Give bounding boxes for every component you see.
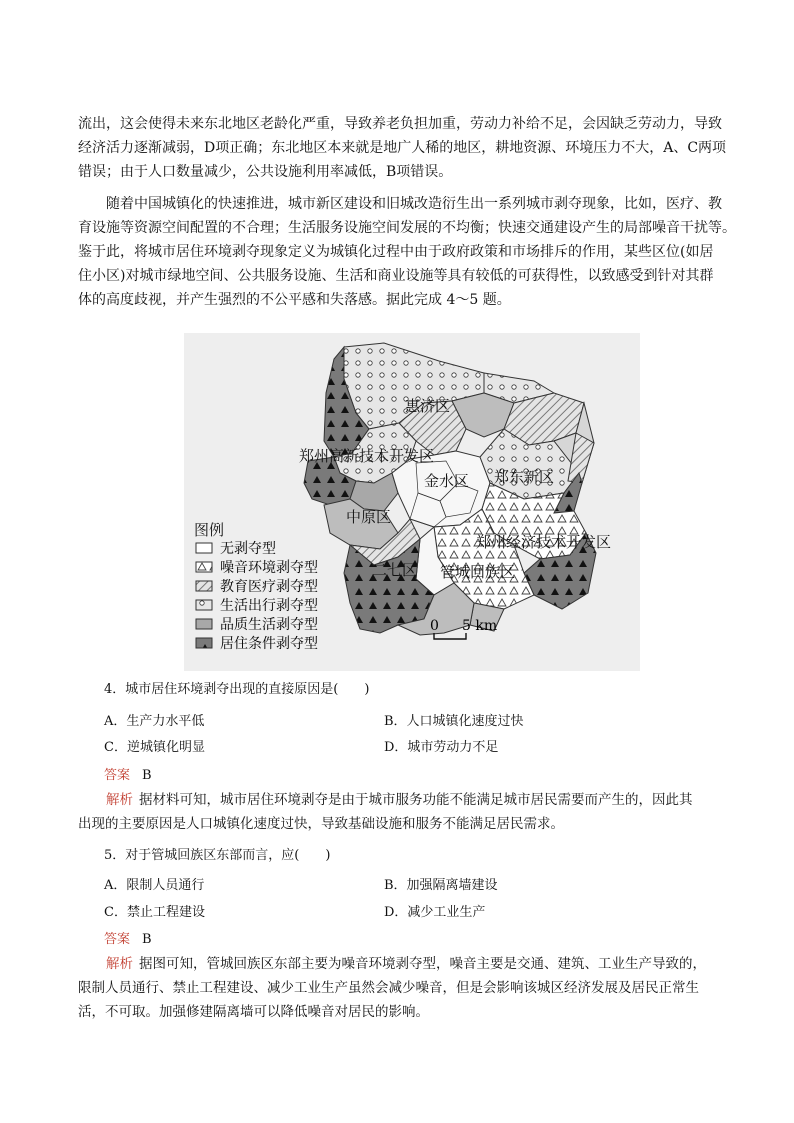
question-5-option-d: D．减少工业生产 xyxy=(384,905,486,920)
district-label: 中原区 xyxy=(346,508,392,526)
district-label: 管城回族区 xyxy=(440,563,516,581)
question-4-analysis xyxy=(78,788,718,836)
text-line: 鉴于此，将城市居住环境剥夺现象定义为城镇化过程中由于政府政策和市场排斥的作用，某些区位(如居 xyxy=(78,244,714,260)
analysis-line xyxy=(78,788,718,812)
legend-swatch-noise xyxy=(196,562,212,572)
question-5-stem: 5．对于管城回族区东部而言，应( ) xyxy=(104,848,331,863)
analysis-line xyxy=(78,952,718,976)
district-label: 惠济区 xyxy=(405,397,451,415)
intro-paragraph xyxy=(78,112,727,184)
analysis-text: 据图可知，管城回族区东部主要为噪音环境剥夺型，噪音主要是交通、建筑、工业生产导致的， xyxy=(139,956,706,972)
legend-swatch-living xyxy=(196,600,212,610)
question-4-answer xyxy=(104,764,152,783)
scale-zero: 0 xyxy=(430,618,439,634)
district-label: 郑州经济技术开发区 xyxy=(476,533,612,551)
question-5-answer xyxy=(104,928,152,947)
question-4-stem: 4．城市居住环境剥夺出现的直接原因是( ) xyxy=(104,682,370,697)
legend-label: 噪音环境剥夺型 xyxy=(220,560,318,576)
legend-swatch-education xyxy=(196,581,212,591)
legend-label: 生活出行剥夺型 xyxy=(220,598,318,614)
zhengzhou-deprivation-map xyxy=(184,333,640,671)
material-paragraph xyxy=(78,192,736,312)
legend-swatch-quality xyxy=(196,619,212,629)
question-4-option-c: C．逆城镇化明显 xyxy=(104,740,205,755)
question-4-option-b: B．人口城镇化速度过快 xyxy=(384,714,524,729)
text-line: 体的高度歧视，并产生强烈的不公平感和失落感。据此完成 4～5 题。 xyxy=(78,292,511,308)
legend-label: 居住条件剥夺型 xyxy=(220,636,318,652)
text-line: 经济活力逐渐减弱，D项正确；东北地区本来就是地广人稀的地区，耕地资源、环境压力不大，A、C两项 xyxy=(78,140,727,156)
question-5-option-a: A．限制人员通行 xyxy=(104,878,205,893)
text-line: 育设施等资源空间配置的不合理；生活服务设施空间发展的不均衡；快速交通建设产生的局部噪音干扰等。 xyxy=(78,220,736,236)
analysis-line: 限制人员通行、禁止工程建设、减少工业生产虽然会减少噪音，但是会影响该城区经济发展及居民正常生 xyxy=(78,980,699,996)
question-5-option-b: B．加强隔离墙建设 xyxy=(384,878,498,893)
analysis-line: 活，不可取。加强修建隔离墙可以降低噪音对居民的影响。 xyxy=(78,1004,429,1020)
answer-label: 答案 xyxy=(104,932,131,947)
question-4-option-a: A．生产力水平低 xyxy=(104,714,205,729)
analysis-text: 据材料可知，城市居住环境剥夺是由于城市服务功能不能满足城市居民需要而产生的，因此其 xyxy=(139,792,693,808)
analysis-line: 出现的主要原因是人口城镇化速度过快，导致基础设施和服务不能满足居民需求。 xyxy=(78,816,564,832)
district-label: 二七区 xyxy=(372,561,418,579)
question-4-option-d: D．城市劳动力不足 xyxy=(384,740,499,755)
question-5-option-c: C．禁止工程建设 xyxy=(104,905,205,920)
analysis-label: 解析 xyxy=(106,792,133,808)
text-line: 随着中国城镇化的快速推进，城市新区建设和旧城改造衍生出一系列城市剥夺现象，比如，医疗、教 xyxy=(106,196,722,212)
legend-swatch-residential xyxy=(196,638,212,648)
legend-label: 无剥夺型 xyxy=(220,541,276,557)
legend-title: 图例 xyxy=(194,521,225,539)
analysis-label: 解析 xyxy=(106,956,133,972)
question-5-analysis xyxy=(78,952,718,1024)
legend-label: 教育医疗剥夺型 xyxy=(220,579,318,595)
legend-label: 品质生活剥夺型 xyxy=(220,617,318,633)
text-line: 错误；由于人口数量减少，公共设施利用率减低，B项错误。 xyxy=(78,164,453,180)
district-label: 郑东新区 xyxy=(494,468,555,486)
legend-swatch-none xyxy=(196,543,212,553)
district-label: 郑州高新技术开发区 xyxy=(299,447,435,465)
answer-label: 答案 xyxy=(104,768,131,783)
district-label: 金水区 xyxy=(424,472,470,490)
answer-value: B xyxy=(142,932,152,947)
scale-label: 5 km xyxy=(462,618,498,634)
text-line: 流出，这会使得未来东北地区老龄化严重，导致养老负担加重，劳动力补给不足，会因缺乏劳动力，导致 xyxy=(78,116,722,132)
answer-value: B xyxy=(142,768,152,783)
text-line: 住小区)对城市绿地空间、公共服务设施、生活和商业设施等具有较低的可获得性，以致感受到针对其群 xyxy=(78,268,714,284)
